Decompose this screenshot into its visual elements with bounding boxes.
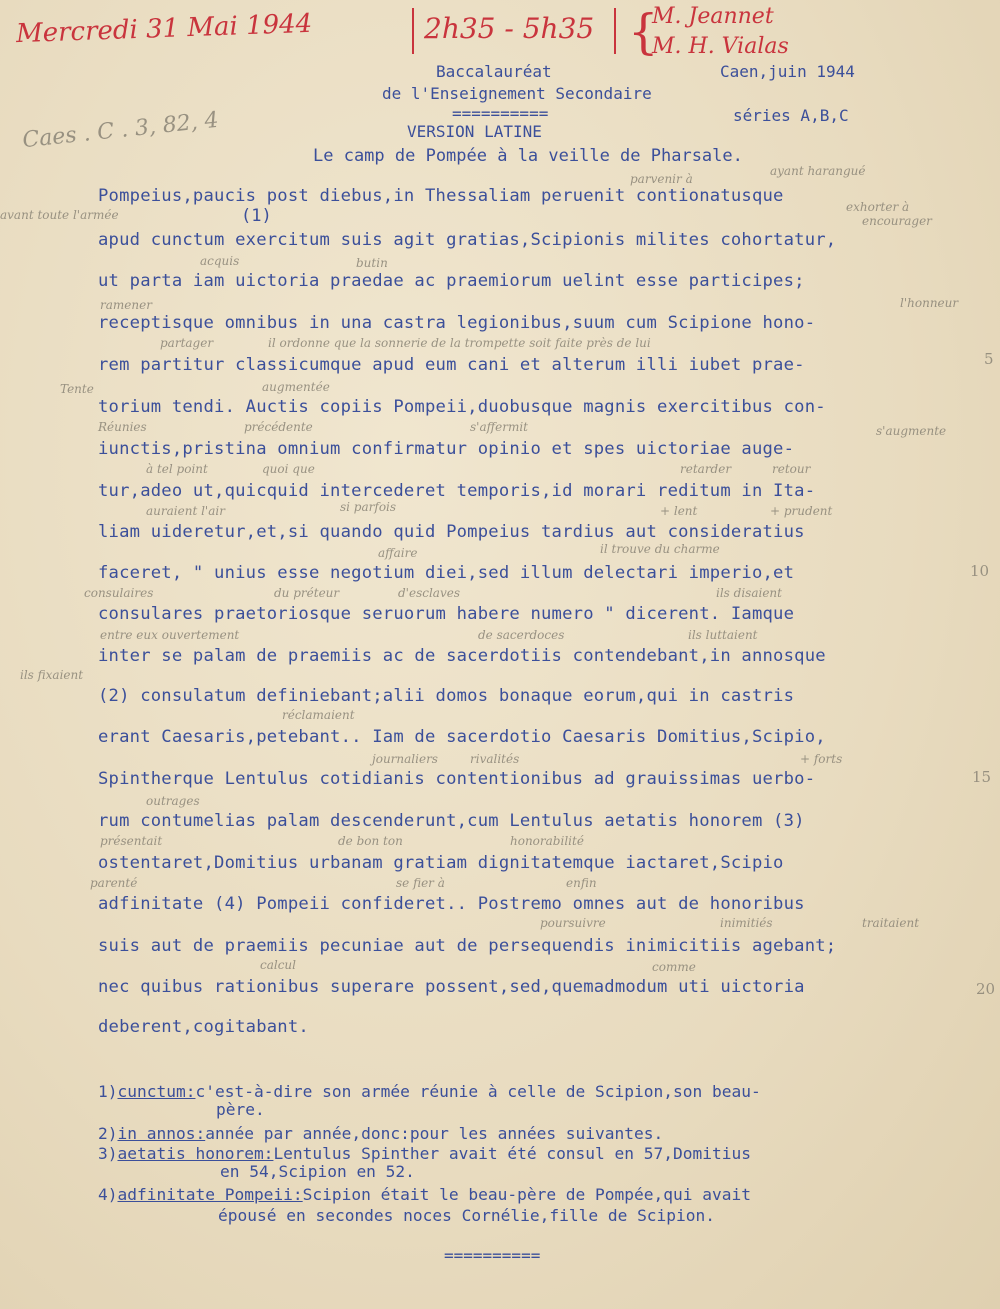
footnote-1-cont: père. [216, 1100, 265, 1119]
pencil-annotation: partager [160, 336, 214, 350]
pencil-annotation: parvenir à [630, 172, 693, 186]
handwritten-examiner-1: M. Jeannet [652, 4, 774, 29]
pencil-annotation: rivalités [470, 752, 520, 766]
pencil-annotation: encourager [862, 214, 932, 228]
text-line: nec quibus rationibus superare possent,sed,quemadmodum uti uictoria [98, 977, 805, 997]
pencil-annotation: honorabilité [510, 834, 584, 848]
pencil-annotation: ils disaient [716, 586, 782, 600]
pencil-annotation: traitaient [862, 916, 920, 930]
pencil-annotation: ayant harangué [770, 164, 866, 178]
footnote-text: Scipion était le beau-père de Pompée,qui avait [302, 1185, 751, 1204]
footnote-4-cont: épousé en secondes noces Cornélie,fille de Scipion. [218, 1206, 716, 1225]
text-line: deberent,cogitabant. [98, 1017, 309, 1037]
footnote-4 [98, 1185, 751, 1204]
pencil-annotation: + lent [660, 504, 698, 518]
pencil-annotation: ils fixaient [20, 668, 84, 682]
pencil-annotation: enfin [566, 876, 597, 890]
text-line: (2) consulatum definiebant;alii domos bonaque eorum,qui in castris [98, 686, 795, 706]
pencil-annotation: avant toute l'armée [0, 208, 119, 222]
pencil-annotation: ramener [100, 298, 152, 312]
footnote-number: 3) [98, 1144, 118, 1163]
pencil-annotation: ils luttaient [688, 628, 758, 642]
handwritten-date: Mercredi 31 Mai 1944 [15, 8, 313, 50]
pencil-annotation: affaire [378, 546, 418, 560]
handwritten-examiner-2: M. H. Vialas [652, 34, 789, 59]
pencil-annotation: de sacerdoces [478, 628, 565, 642]
pencil-annotation: butin [356, 256, 388, 270]
pencil-annotation: retarder [680, 462, 732, 476]
pencil-annotation: présentait [100, 834, 163, 848]
pencil-annotation: il trouve du charme [600, 542, 720, 556]
footnote-number: 1) [98, 1082, 118, 1101]
text-line: consulares praetoriosque seruorum habere numero " dicerent. Iamque [98, 604, 795, 624]
header-line-2: de l'Enseignement Secondaire [382, 84, 652, 103]
pencil-annotation: inimitiés [720, 916, 773, 930]
footnote-term: cunctum: [117, 1082, 196, 1101]
text-line: ostentaret,Domitius urbanam gratiam dignitatemque iactaret,Scipio [98, 853, 784, 873]
header-series: séries A,B,C [733, 106, 849, 125]
pencil-annotation: poursuivre [540, 916, 606, 930]
header-line-1: Baccalauréat [436, 62, 552, 81]
footnote-term: adfinitate Pompeii: [117, 1185, 303, 1204]
margin-score: 5 [984, 350, 994, 368]
text-line: Spintherque Lentulus cotidianis contentionibus ad grauissimas uerbo- [98, 769, 816, 789]
pencil-annotation: entre eux ouvertement [100, 628, 240, 642]
text-line: rum contumelias palam descenderunt,cum Lentulus aetatis honorem (3) [98, 811, 805, 831]
pencil-annotation: consulaires [84, 586, 154, 600]
pencil-annotation: acquis [200, 254, 240, 268]
text-line: ut parta iam uictoria praedae ac praemiorum uelint esse participes; [98, 271, 805, 291]
pencil-annotation: journaliers [372, 752, 438, 766]
text-line: torium tendi. Auctis copiis Pompeii,duobusque magnis exercitibus con- [98, 397, 826, 417]
text-line: iunctis,pristina omnium confirmatur opinio et spes uictoriae auge- [98, 439, 795, 459]
pencil-annotation: comme [652, 960, 696, 974]
footnote-term: aetatis honorem: [117, 1144, 274, 1163]
pencil-annotation: d'esclaves [398, 586, 460, 600]
pencil-annotation: retour [772, 462, 811, 476]
footnote-marker: (1) [241, 206, 272, 226]
pencil-annotation: s'augmente [876, 424, 947, 438]
pencil-annotation: du préteur [274, 586, 340, 600]
footnote-number: 2) [98, 1124, 118, 1143]
pencil-annotation: s'affermit [470, 420, 528, 434]
text-line: rem partitur classicumque apud eum cani et alterum illi iubet prae- [98, 355, 805, 375]
pencil-annotation: Tente [60, 382, 94, 396]
pencil-annotation: quoi que [262, 462, 315, 476]
pencil-annotation: auraient l'air [146, 504, 225, 518]
footnote-text: Lentulus Spinther avait été consul en 57,Domitius [273, 1144, 751, 1163]
footnote-term: in annos: [117, 1124, 206, 1143]
pencil-annotation: parenté [90, 876, 138, 890]
pencil-annotation: outrages [146, 794, 200, 808]
text-line: liam uideretur,et,si quando quid Pompeius tardius aut consideratius [98, 522, 805, 542]
pencil-annotation: précédente [244, 420, 313, 434]
margin-score: 20 [976, 980, 996, 998]
pencil-annotation: réclamaient [282, 708, 355, 722]
footnote-1 [98, 1082, 761, 1101]
text-line: erant Caesaris,petebant.. Iam de sacerdotio Caesaris Domitius,Scipio, [98, 727, 826, 747]
pencil-annotation: + prudent [770, 504, 833, 518]
pencil-annotation: augmentée [262, 380, 330, 394]
pencil-annotation: de bon ton [338, 834, 403, 848]
footnote-text: c'est-à-dire son armée réunie à celle de Scipion,son beau- [195, 1082, 761, 1101]
header-separator: ========== [452, 104, 549, 123]
pencil-annotation: exhorter à [846, 200, 910, 214]
header-place-date: Caen,juin 1944 [720, 62, 855, 81]
pencil-annotation: Réunies [98, 420, 147, 434]
end-rule: ========== [444, 1246, 541, 1265]
footnote-2 [98, 1124, 663, 1143]
pencil-annotation: + forts [800, 752, 843, 766]
text-line: tur,adeo ut,quicquid intercederet temporis,id morari reditum in Ita- [98, 481, 816, 501]
pencil-annotation: à tel point [146, 462, 208, 476]
text-title: Le camp de Pompée à la veille de Pharsale. [313, 146, 743, 166]
pencil-annotation: calcul [260, 958, 296, 972]
text-line: Pompeius,paucis post diebus,in Thessaliam peruenit contionatusque [98, 186, 784, 206]
pencil-annotation: l'honneur [900, 296, 959, 310]
text-line: adfinitate (4) Pompeii confideret.. Postremo omnes aut de honoribus [98, 894, 805, 914]
text-line: receptisque omnibus in una castra legionibus,suum cum Scipione hono- [98, 313, 816, 333]
margin-score: 15 [972, 768, 992, 786]
pencil-annotation: il ordonne que la sonnerie de la trompette soit faite près de lui [268, 336, 651, 350]
text-line: faceret, " unius esse negotium diei,sed illum delectari imperio,et [98, 563, 795, 583]
footnote-text: année par année,donc:pour les années suivantes. [205, 1124, 664, 1143]
footnote-3 [98, 1144, 751, 1163]
handwritten-time: 2h35 - 5h35 [424, 12, 595, 45]
footnote-number: 4) [98, 1185, 118, 1204]
text-line: suis aut de praemiis pecuniae aut de persequendis inimicitiis agebant; [98, 936, 837, 956]
pencil-annotation: si parfois [340, 500, 397, 514]
pencil-annotation: se fier à [396, 876, 445, 890]
footnote-3-cont: en 54,Scipion en 52. [220, 1162, 415, 1181]
subject-title: VERSION LATINE [407, 122, 542, 141]
text-line: apud cunctum exercitum suis agit gratias,Scipionis milites cohortatur, [98, 230, 837, 250]
brace-mark: { [628, 4, 659, 60]
text-line: inter se palam de praemiis ac de sacerdotiis contendebant,in annosque [98, 646, 826, 666]
margin-score: 10 [970, 562, 990, 580]
catalog-number: Caes . C . 3, 82, 4 [21, 107, 220, 154]
